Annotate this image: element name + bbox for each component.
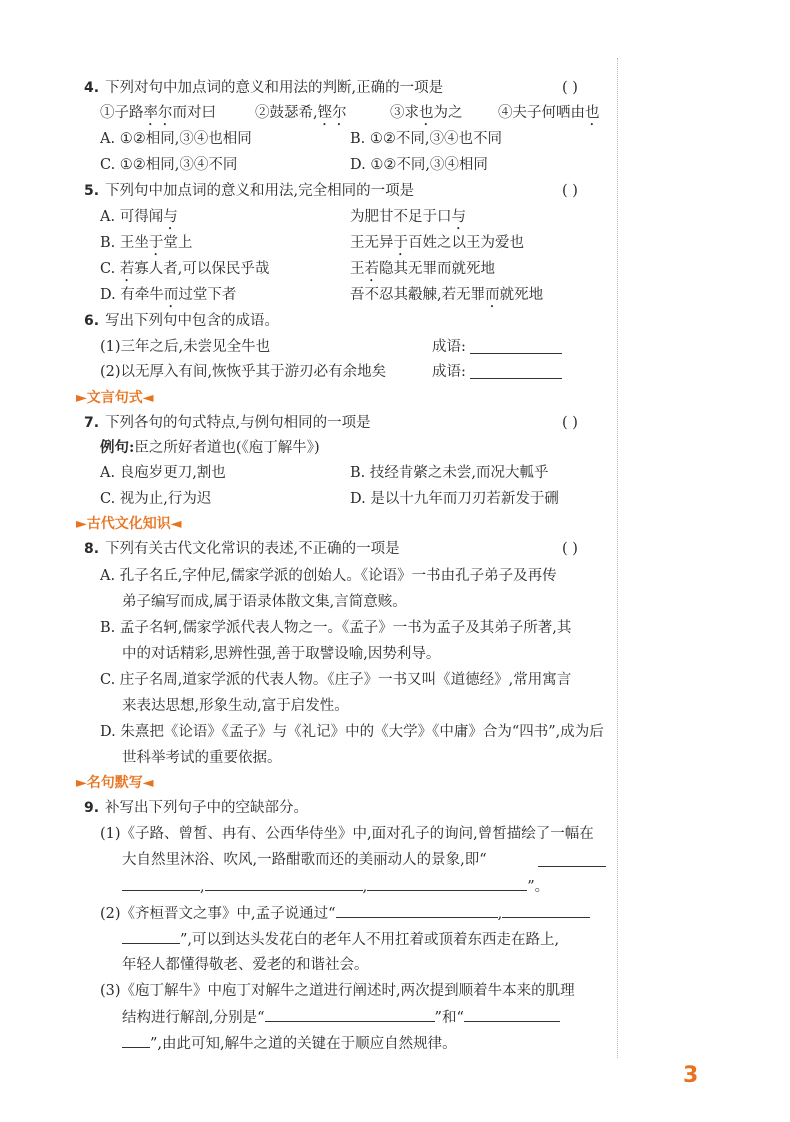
q5-option-c-left: C. 若寡人者,可以保民乎哉 [100, 261, 270, 277]
q4-stem: 4. 下列对句中加点词的意义和用法的判断,正确的一项是 [84, 80, 444, 96]
q8-option-b-line-1: B. 孟子名轲,儒家学派代表人物之一。《孟子》一书为孟子及其弟子所著,其 [100, 620, 572, 636]
q8-option-a-line-1: A. 孔子名丘,字仲尼,儒家学派的创始人。《论语》一书由孔子弟子及再传 [100, 568, 557, 584]
q8-option-c-line-2: 来表达思想,形象生动,富于启发性。 [122, 698, 349, 714]
q9-part-3-blank-2a[interactable] [464, 1007, 560, 1022]
section-heading-ancient-culture: ►古代文化知识◄ [76, 516, 182, 532]
q4-option-a: A. ①②相同,③④也相同 [100, 131, 252, 147]
q9-part-3-line-2: 结构进行解剖,分别是“ ”和“ [122, 1007, 560, 1028]
q6-sentence-1: (1)三年之后,未尝见全牛也 [100, 339, 271, 355]
q9-part-2-blank-2b[interactable] [122, 929, 180, 944]
q9-part-1-line-2: 大自然里沐浴、吹风,一路酣歌而还的美丽动人的景象,即“ [122, 852, 487, 868]
q4-item-4: ④夫子何哂由也 [498, 105, 600, 121]
section-heading-famous-quotes: ►名句默写◄ [76, 775, 154, 791]
q5-option-a-right: 为肥甘不足于口与 [350, 209, 466, 225]
q6-stem: 6. 写出下列句中包含的成语。 [84, 313, 280, 329]
q5-option-a-left: A. 可得闻与 [100, 209, 178, 225]
margin-rule [617, 58, 618, 1058]
q9-part-1-blank-3[interactable] [367, 876, 527, 891]
q8-stem: 8. 下列有关古代文化常识的表述,不正确的一项是 [84, 541, 400, 557]
q8-option-a-line-2: 弟子编写而成,属于语录体散文集,言简意赅。 [122, 594, 407, 610]
q7-stem: 7. 下列各句的句式特点,与例句相同的一项是 [84, 415, 371, 431]
q8-option-b-line-2: 中的对话精彩,思辨性强,善于取譬设喻,因势利导。 [122, 646, 441, 662]
q9-part-2-line-1: (2)《齐桓晋文之事》中,孟子说通过“ , [100, 903, 590, 924]
q7-example: 例句:臣之所好者道也(《庖丁解牛》) [100, 439, 320, 456]
q6-sentence-2: (2)以无厚入有间,恢恢乎其于游刃必有余地矣 [100, 364, 387, 380]
q4-item-2: ②鼓瑟希,铿尔 [255, 105, 347, 121]
q4-answer-paren: ( ) [562, 80, 578, 96]
q4-option-c: C. ①②相同,③④不同 [100, 157, 238, 173]
q4-item-3: ③求也为之 [390, 105, 463, 121]
q9-part-3-blank-2b[interactable] [122, 1033, 150, 1048]
q8-option-d-line-1: D. 朱熹把《论语》《孟子》与《礼记》中的《大学》《中庸》合为“四书”,成为后 [100, 724, 604, 740]
q5-option-c-right: 王若隐其无罪而就死地 [350, 261, 495, 277]
q5-option-b-right: 王无异于百姓之以王为爱也 [350, 235, 524, 251]
q9-part-1-blank-1a[interactable] [538, 865, 606, 867]
q5-option-d-right: 吾不忍其觳觫,若无罪而就死地 [350, 287, 544, 303]
q8-option-c-line-1: C. 庄子名周,道家学派的代表人物。《庄子》一书又叫《道德经》,常用寓言 [100, 672, 572, 688]
page-number: 3 [683, 1063, 699, 1088]
q9-part-3-line-1: (3)《庖丁解牛》中庖丁对解牛之道进行阐述时,两次提到顺着牛本来的肌理 [100, 983, 575, 999]
q9-part-3-blank-1[interactable] [265, 1007, 435, 1022]
q4-option-b: B. ①②不同,③④也不同 [350, 131, 502, 147]
q9-part-2-blank-1[interactable] [336, 903, 498, 918]
q8-answer-paren: ( ) [562, 541, 578, 557]
q9-part-2-line-2: ”,可以到达头发花白的老年人不用扛着或顶着东西走在路上, [122, 929, 559, 950]
q9-part-1-blank-1b[interactable] [122, 876, 200, 891]
q6-idiom-blank-1[interactable] [470, 352, 562, 354]
q5-stem: 5. 下列句中加点词的意义和用法,完全相同的一项是 [84, 183, 415, 199]
q9-part-1-blank-2[interactable] [205, 876, 363, 891]
q5-option-d-left: D. 有牵牛而过堂下者 [100, 287, 237, 303]
q9-part-1-line-3: , , ”。 [122, 876, 549, 897]
q9-part-1-line-1: (1)《子路、曾皙、冉有、公西华侍坐》中,面对孔子的询问,曾皙描绘了一幅在 [100, 826, 594, 842]
q6-idiom-label-1: 成语: [432, 339, 466, 355]
q9-part-2-blank-2a[interactable] [502, 903, 590, 918]
q4-item-1: ①子路率尔而对曰 [100, 105, 216, 121]
section-heading-sentence-patterns: ►文言句式◄ [76, 390, 154, 406]
q6-idiom-blank-2[interactable] [470, 377, 562, 379]
q9-stem: 9. 补写出下列句子中的空缺部分。 [84, 800, 309, 816]
q7-option-d: D. 是以十九年而刀刃若新发于硎 [350, 491, 559, 507]
q8-option-d-line-2: 世科举考试的重要依据。 [122, 750, 282, 766]
q5-option-b-left: B. 王坐于堂上 [100, 235, 193, 251]
q7-answer-paren: ( ) [562, 415, 578, 431]
q7-option-b: B. 技经肯綮之未尝,而况大軱乎 [350, 465, 549, 481]
q9-part-2-line-3: 年轻人都懂得敬老、爱老的和谐社会。 [122, 957, 369, 973]
q9-part-3-line-3: ”,由此可知,解牛之道的关键在于顺应自然规律。 [122, 1033, 457, 1054]
q7-option-c: C. 视为止,行为迟 [100, 491, 212, 507]
q7-option-a: A. 良庖岁更刀,割也 [100, 465, 226, 481]
q5-answer-paren: ( ) [562, 183, 578, 199]
q4-option-d: D. ①②不同,③④相同 [350, 157, 488, 173]
q6-idiom-label-2: 成语: [432, 364, 466, 380]
